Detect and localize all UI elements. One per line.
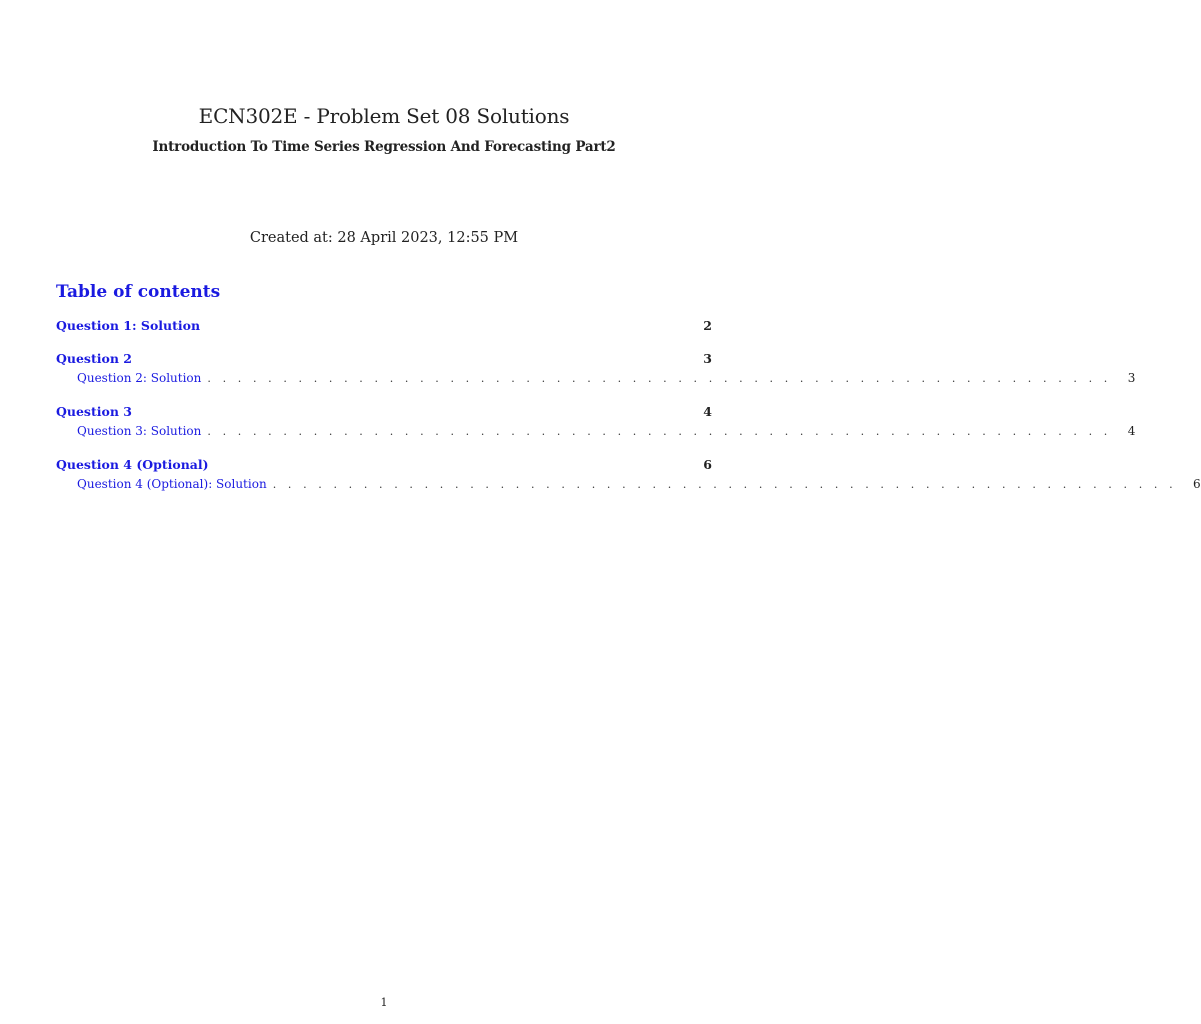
document-subtitle: Introduction To Time Series Regression And Forecasting Part2 xyxy=(152,139,616,155)
toc-section-question-1 xyxy=(56,318,712,338)
toc-heading: Table of contents xyxy=(56,282,221,302)
toc-page-number: 4 xyxy=(1127,424,1136,438)
toc-section-question-2 xyxy=(56,351,1136,391)
toc-link[interactable]: Question 4 (Optional) xyxy=(56,457,209,472)
toc-subentry[interactable] xyxy=(56,477,1201,497)
toc-sublink[interactable]: Question 3: Solution xyxy=(77,424,202,438)
toc-sublink[interactable]: Question 4 (Optional): Solution xyxy=(77,477,267,491)
toc-page-number: 3 xyxy=(1127,371,1136,385)
toc-page-number: 4 xyxy=(703,404,712,419)
toc-link[interactable]: Question 2 xyxy=(56,351,132,366)
toc-entry[interactable] xyxy=(56,457,712,477)
toc-leader-dots: . . . . . . . . . . . . . . . . . . . . . . . . . . . . . . . . . . . . . . . . . . . . . . . . . . . . . . . . . . . . xyxy=(272,478,1177,491)
toc-sublink[interactable]: Question 2: Solution xyxy=(77,371,202,385)
toc-page-number: 3 xyxy=(703,351,712,366)
toc-page-number: 2 xyxy=(703,318,712,333)
toc-leader-dots: . . . . . . . . . . . . . . . . . . . . . . . . . . . . . . . . . . . . . . . . . . . . . . . . . . . . . . . . . . . . xyxy=(207,425,1112,438)
toc-section-question-4 xyxy=(56,457,1201,497)
table-of-contents xyxy=(56,318,1201,510)
toc-page-number: 6 xyxy=(703,457,712,472)
toc-page-number: 6 xyxy=(1193,477,1201,491)
toc-subentry[interactable] xyxy=(56,371,1136,391)
toc-link[interactable]: Question 3 xyxy=(56,404,132,419)
toc-entry[interactable] xyxy=(56,351,712,371)
page-number: 1 xyxy=(380,996,388,1009)
toc-entry[interactable] xyxy=(56,404,712,424)
toc-link[interactable]: Question 1: Solution xyxy=(56,318,201,333)
created-timestamp: Created at: 28 April 2023, 12:55 PM xyxy=(249,230,519,246)
toc-entry[interactable] xyxy=(56,318,712,338)
document-title: ECN302E - Problem Set 08 Solutions xyxy=(198,104,570,128)
toc-leader-dots: . . . . . . . . . . . . . . . . . . . . . . . . . . . . . . . . . . . . . . . . . . . . . . . . . . . . . . . . . . . . xyxy=(207,372,1112,385)
toc-section-question-3 xyxy=(56,404,1136,444)
toc-subentry[interactable] xyxy=(56,424,1136,444)
